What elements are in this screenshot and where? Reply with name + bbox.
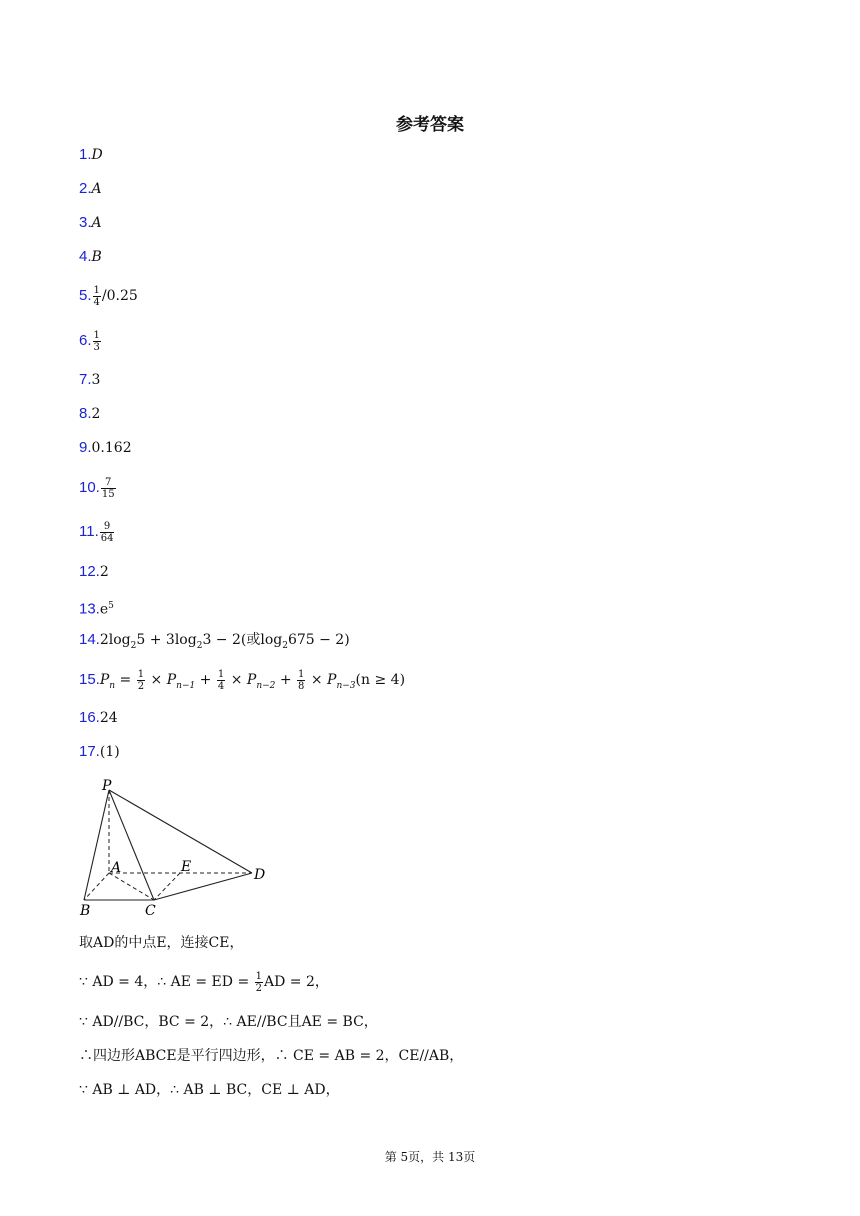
log-base: 2 — [196, 640, 203, 651]
edge-ac — [109, 873, 154, 900]
answer-9 — [79, 436, 132, 460]
answer-number: 12. — [79, 563, 100, 580]
expr-part: + — [195, 672, 216, 688]
answer-text: 2 — [99, 564, 109, 580]
answer-4 — [79, 245, 102, 269]
expr-part: × P — [226, 672, 257, 688]
fraction-numerator: 9 — [100, 521, 115, 533]
answer-11 — [79, 520, 115, 544]
pyramid-figure — [76, 776, 276, 921]
log-base: 2 — [282, 640, 288, 651]
answer-fraction — [137, 669, 145, 692]
expr-part: × P — [146, 672, 177, 688]
answer-number: 15. — [79, 671, 100, 688]
answer-fraction — [217, 669, 225, 692]
answer-text: 24 — [99, 710, 118, 726]
answer-number: 6. — [79, 332, 92, 349]
fraction-numerator: 7 — [101, 477, 116, 489]
label-p: P — [102, 778, 112, 794]
answer-number: 5. — [79, 287, 92, 304]
edge-ab — [84, 873, 109, 900]
expr-part: P — [99, 672, 110, 688]
answer-text: 0.162 — [91, 440, 132, 456]
solution-line-2 — [79, 970, 329, 994]
answer-fraction — [101, 477, 116, 500]
answer-fraction — [297, 669, 305, 692]
expr-part: 2log — [99, 632, 131, 648]
fraction-denominator: 2 — [137, 680, 145, 692]
fraction-numerator: 1 — [93, 329, 100, 341]
answer-12 — [79, 560, 109, 584]
answer-6 — [79, 329, 102, 353]
page-footer: 第 5页，共 13页 — [384, 1150, 476, 1164]
expr-part: × P — [306, 672, 337, 688]
answer-17 — [79, 740, 120, 764]
expr-part: 675 − 2) — [287, 632, 350, 648]
subscript: n−1 — [176, 680, 196, 691]
answer-number: 1. — [79, 146, 92, 163]
answer-number: 9. — [79, 439, 92, 456]
expr-part: 3 − 2(或log — [202, 632, 283, 648]
answer-text: /0.25 — [101, 288, 138, 304]
label-c: C — [145, 903, 156, 919]
answer-13 — [79, 594, 114, 618]
fraction-numerator: 1 — [137, 668, 145, 680]
fraction-denominator: 4 — [93, 296, 100, 308]
answer-number: 14. — [79, 631, 100, 648]
answer-superscript: 5 — [108, 601, 114, 611]
answer-7 — [79, 368, 100, 392]
log-base: 2 — [130, 640, 137, 651]
answer-fraction — [100, 521, 115, 544]
label-b: B — [80, 903, 91, 919]
answer-text: D — [91, 147, 103, 163]
expr-part: AD = 2， — [264, 974, 329, 990]
fraction-numerator: 1 — [255, 970, 262, 982]
answer-text: (1) — [99, 744, 120, 760]
answer-3 — [79, 211, 102, 235]
page-title: 参考答案 — [396, 115, 464, 135]
solution-fraction — [255, 971, 263, 994]
answer-number: 8. — [79, 405, 92, 422]
answer-1 — [79, 143, 103, 167]
fraction-denominator: 15 — [101, 488, 115, 500]
fraction-denominator: 2 — [255, 982, 262, 994]
fraction-denominator: 4 — [217, 680, 225, 692]
expr-part: ∵ AD = 4，∴ AE = ED = — [79, 974, 254, 990]
answer-number: 4. — [79, 248, 92, 265]
solution-line-3: ∵ AD//BC，BC = 2，∴ AE//BC且AE = BC， — [79, 1014, 378, 1030]
answer-text: 3 — [91, 372, 101, 388]
answer-fraction — [93, 285, 101, 308]
fraction-denominator: 8 — [298, 680, 305, 692]
subscript: n — [109, 680, 116, 691]
answer-text: e — [99, 601, 109, 618]
label-d: D — [254, 867, 266, 883]
answer-number: 3. — [79, 214, 92, 231]
answer-number: 7. — [79, 371, 92, 388]
edge-pb — [84, 790, 109, 900]
answer-10 — [79, 476, 117, 500]
fraction-numerator: 1 — [93, 284, 100, 296]
answer-15 — [79, 668, 405, 692]
label-a: A — [111, 860, 122, 876]
fraction-numerator: 1 — [298, 668, 305, 680]
solution-line-5: ∵ AB ⊥ AD，∴ AB ⊥ BC，CE ⊥ AD， — [79, 1082, 340, 1098]
answer-text: A — [91, 181, 102, 197]
solution-line-4: ∴四边形ABCE是平行四边形，∴ CE = AB = 2，CE//AB， — [79, 1048, 464, 1064]
answer-2 — [79, 177, 102, 201]
solution-line-1: 取AD的中点E，连接CE， — [79, 935, 244, 951]
subscript: n−3 — [336, 680, 356, 691]
answer-14 — [79, 628, 350, 652]
expr-part: 5 + 3log — [136, 632, 197, 648]
expr-part: (n ≥ 4) — [355, 672, 406, 688]
answer-number: 10. — [79, 479, 100, 496]
answer-number: 2. — [79, 180, 92, 197]
edge-pc — [109, 790, 154, 900]
answer-text: B — [91, 249, 102, 265]
edge-cd — [154, 873, 252, 900]
answer-number: 16. — [79, 709, 100, 726]
answer-number: 13. — [79, 600, 100, 618]
answer-number: 17. — [79, 743, 100, 760]
expr-part: + — [275, 672, 297, 688]
label-e: E — [181, 859, 192, 875]
answer-5 — [79, 284, 138, 308]
answer-number: 11. — [79, 523, 99, 540]
answer-text: 2 — [91, 406, 101, 422]
answer-8 — [79, 402, 100, 426]
fraction-numerator: 1 — [217, 668, 225, 680]
expr-part: = — [115, 672, 136, 688]
answer-fraction — [93, 330, 101, 353]
fraction-denominator: 3 — [93, 341, 100, 353]
fraction-denominator: 64 — [100, 532, 114, 544]
answer-text: A — [91, 215, 102, 231]
answer-16 — [79, 706, 118, 730]
subscript: n−2 — [256, 680, 276, 691]
